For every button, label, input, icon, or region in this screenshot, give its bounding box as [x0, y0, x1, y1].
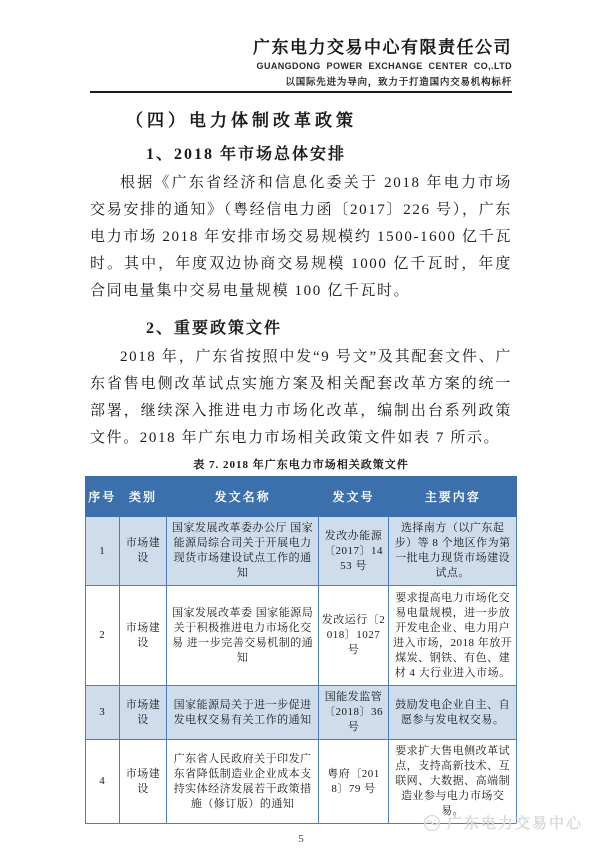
section-heading: （四）电力体制改革政策	[126, 111, 357, 130]
table-row	[86, 686, 517, 740]
footer-watermark	[422, 812, 583, 833]
cell-main-content: 要求提高电力市场化交易电量规模，进一步放开发电企业、电力用户进入市场，2018 年放开煤炭、钢铁、有色、建材 4 大行业进入市场。	[389, 586, 517, 686]
company-name-en: GUANGDONG POWER EXCHANGE CENTER CO,.LTD	[256, 61, 512, 71]
col-header-doc-number: 发文号	[318, 477, 389, 517]
cell-category: 市场建设	[119, 586, 167, 686]
table-row	[86, 740, 517, 824]
subsection-2-heading: 2、重要政策文件	[146, 320, 283, 337]
cell-seq: 2	[86, 586, 120, 686]
company-slogan: 以国际先进为导向，致力于打造国内交易机构标杆	[285, 77, 512, 88]
table-row	[86, 586, 517, 686]
cell-doc-number: 发改运行〔2018〕1027 号	[318, 586, 389, 686]
document-body	[90, 106, 512, 845]
cell-category: 市场建设	[119, 740, 167, 824]
paragraph-market-arrangement: 根据《广东省经济和信息化委关于 2018 年电力市场交易安排的通知》（粤经信电力函〔2017〕226 号），广东电力市场 2018 年安排市场交易规模约 1500-1600 亿千瓦时。其中，年度双边协商交易规模 1000 亿千瓦时，年度合同电量集中交易电量规模 100 亿千瓦时。	[90, 175, 512, 299]
watermark-text: 广东电力交易中心	[446, 815, 583, 832]
col-header-doc-name: 发文名称	[167, 477, 318, 517]
letterhead	[90, 0, 512, 88]
company-name-cn: 广东电力交易中心有限责任公司	[253, 38, 512, 57]
cell-main-content: 鼓励发电企业自主、自愿参与发电权交易。	[389, 686, 517, 740]
cell-seq: 3	[86, 686, 120, 740]
cell-doc-name: 广东省人民政府关于印发广东省降低制造业企业成本支持实体经济发展若干政策措施（修订版）的通知	[167, 740, 318, 824]
cell-doc-name: 国家能源局关于进一步促进发电权交易有关工作的通知	[167, 686, 318, 740]
table-caption: 表 7. 2018 年广东电力市场相关政策文件	[193, 459, 409, 471]
cell-doc-name: 国家发展改革委办公厅 国家能源局综合司关于开展电力现货市场建设试点工作的通知	[167, 517, 318, 586]
cell-category: 市场建设	[119, 517, 167, 586]
cell-main-content: 要求扩大售电侧改革试点，支持高新技术、互联网、大数据、高端制造业参与电力市场交易。	[389, 740, 517, 824]
cell-main-content: 选择南方（以广东起步）等 8 个地区作为第一批电力现货市场建设试点。	[389, 517, 517, 586]
page-number: 5	[298, 833, 304, 845]
cell-doc-number: 发改办能源〔2017〕1453 号	[318, 517, 389, 586]
policy-table	[85, 476, 517, 824]
subsection-1-heading: 1、2018 年市场总体安排	[146, 146, 347, 163]
table-row	[86, 517, 517, 586]
col-header-category: 类别	[119, 477, 167, 517]
cell-seq: 1	[86, 517, 120, 586]
table-header-row	[86, 477, 517, 517]
cell-doc-number: 粤府〔2018〕79 号	[318, 740, 389, 824]
cell-seq: 4	[86, 740, 120, 824]
col-header-main-content: 主要内容	[389, 477, 517, 517]
header-divider	[90, 91, 512, 93]
gpec-logo-icon	[422, 813, 442, 833]
cell-doc-name: 国家发展改革委 国家能源局关于积极推进电力市场化交易 进一步完善交易机制的通知	[167, 586, 318, 686]
col-header-seq: 序号	[86, 477, 120, 517]
cell-doc-number: 国能发监管〔2018〕36 号	[318, 686, 389, 740]
cell-category: 市场建设	[119, 686, 167, 740]
paragraph-policy-documents: 2018 年，广东省按照中发“9 号文”及其配套文件、广东省售电侧改革试点实施方案及相关配套改革方案的统一部署，继续深入推进电力市场化改革，编制出台系列政策文件。2018 年广东电力市场相关政策文件如表 7 所示。	[90, 349, 512, 446]
